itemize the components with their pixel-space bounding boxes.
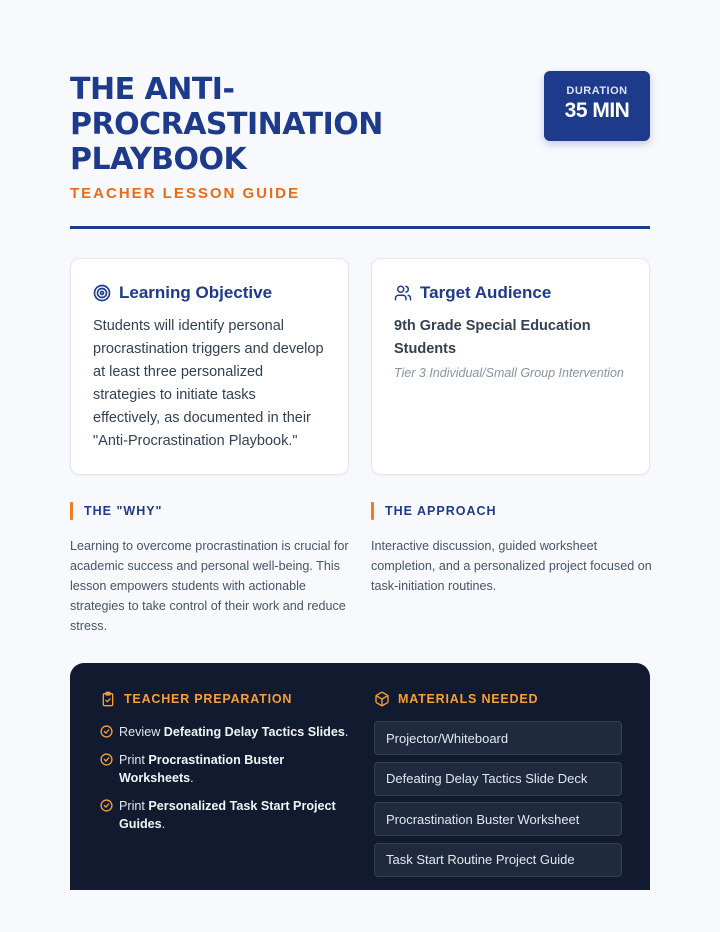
lesson-guide-page (70, 0, 650, 932)
page-subtitle: TEACHER LESSON GUIDE (70, 185, 301, 202)
target-audience-card (371, 258, 650, 475)
page-title: THE ANTI- PROCRASTINATION PLAYBOOK (70, 72, 383, 177)
preparation-list (100, 723, 350, 833)
target-audience-heading: Target Audience (420, 283, 552, 302)
accent-bar (371, 502, 374, 520)
teacher-preparation-heading: TEACHER PREPARATION (124, 692, 293, 706)
users-icon (394, 284, 412, 302)
approach-section (371, 502, 656, 596)
package-icon (374, 691, 390, 707)
why-section (70, 502, 355, 636)
material-item: Procrastination Buster Worksheet (374, 802, 622, 836)
materials-needed (374, 691, 622, 883)
why-heading: THE "WHY" (84, 504, 163, 518)
duration-value: 35 MIN (564, 99, 630, 122)
check-circle-icon (100, 753, 113, 766)
header-divider (70, 226, 650, 229)
list-item: Print Personalized Task Start Project Guides. (100, 797, 350, 833)
learning-objective-heading: Learning Objective (119, 283, 273, 302)
why-text: Learning to overcome procrastination is crucial for academic success and personal well-being. This lesson empowers students with actionable strategies to take control of their work and reduce stress. (70, 539, 349, 633)
material-item: Projector/Whiteboard (374, 721, 622, 755)
check-circle-icon (100, 799, 113, 812)
list-item: Review Defeating Delay Tactics Slides. (100, 723, 350, 741)
preparation-materials-panel (70, 663, 650, 890)
approach-heading: THE APPROACH (385, 504, 497, 518)
duration-badge (544, 71, 650, 141)
learning-objective-card (70, 258, 349, 475)
target-icon (93, 284, 111, 302)
header (70, 72, 650, 232)
materials-list (374, 721, 622, 877)
material-item: Task Start Routine Project Guide (374, 843, 622, 877)
clipboard-check-icon (100, 691, 116, 707)
materials-heading: MATERIALS NEEDED (398, 692, 539, 706)
duration-label: DURATION (566, 85, 628, 97)
approach-text: Interactive discussion, guided worksheet completion, and a personalized project focused on task-initiation routines. (371, 539, 652, 593)
accent-bar (70, 502, 73, 520)
material-item: Defeating Delay Tactics Slide Deck (374, 762, 622, 796)
audience-primary: 9th Grade Special Education Students (394, 318, 591, 357)
list-item: Print Procrastination Buster Worksheets. (100, 751, 350, 787)
audience-secondary: Tier 3 Individual/Small Group Intervention (394, 366, 624, 380)
teacher-preparation (100, 691, 350, 843)
learning-objective-text: Students will identify personal procrastination triggers and develop at least three personalized strategies to initiate tasks effectively, as documented in their "Anti-Procrastination Playbook." (93, 318, 324, 449)
check-circle-icon (100, 725, 113, 738)
